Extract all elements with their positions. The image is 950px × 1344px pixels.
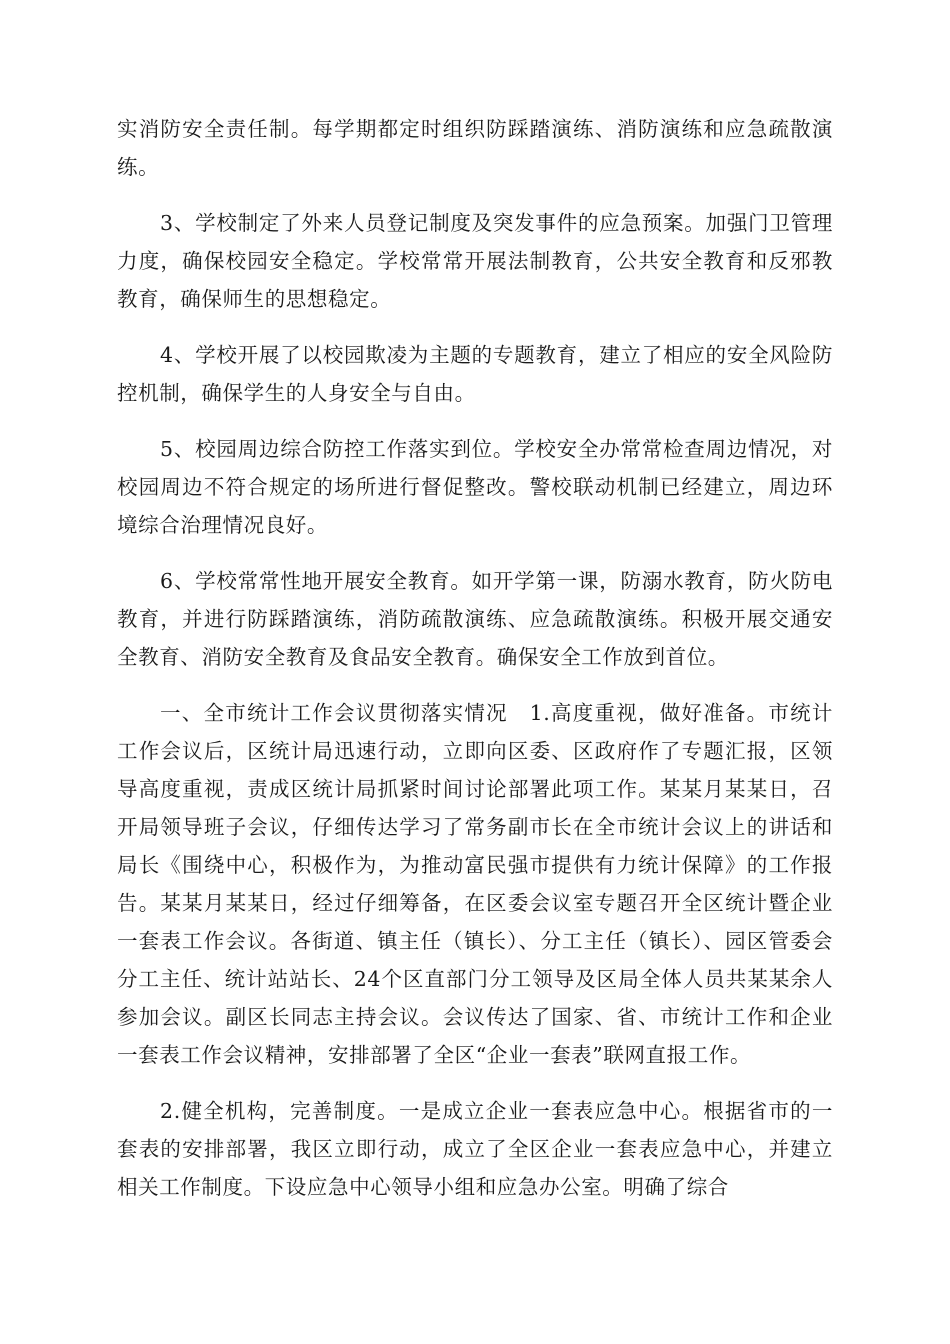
paragraph-item-5: 5、校园周边综合防控工作落实到位。学校安全办常常检查周边情况，对校园周边不符合规定的场所进行督促整改。警校联动机制已经建立，周边环境综合治理情况良好。 <box>117 437 833 537</box>
paragraph-continuation: 实消防安全责任制。每学期都定时组织防踩踏演练、消防演练和应急疏散演练。 <box>117 117 833 179</box>
paragraph-item-4: 4、学校开展了以校园欺凌为主题的专题教育，建立了相应的安全风险防控机制，确保学生的人身安全与自由。 <box>117 343 833 405</box>
document-body <box>117 110 833 1224</box>
paragraph-statistics-meeting: 一、全市统计工作会议贯彻落实情况 1.高度重视，做好准备。市统计工作会议后，区统计局迅速行动，立即向区委、区政府作了专题汇报，区领导高度重视，责成区统计局抓紧时间讨论部署此项工作。某某月某某日，召开局领导班子会议，仔细传达学习了常务副市长在全市统计会议上的讲话和局长《围绕中心，积极作为，为推动富民强市提供有力统计保障》的工作报告。某某月某某日，经过仔细筹备，在区委会议室专题召开全区统计暨企业一套表工作会议。各街道、镇主任（镇长）、分工主任（镇长）、园区管委会分工主任、统计站站长、24个区直部门分工领导及区局全体人员共某某余人参加会议。副区长同志主持会议。会议传达了国家、省、市统计工作和企业一套表工作会议精神，安排部署了全区“企业一套表”联网直报工作。 <box>117 701 833 1067</box>
paragraph-item-3: 3、学校制定了外来人员登记制度及突发事件的应急预案。加强门卫管理力度，确保校园安全稳定。学校常常开展法制教育，公共安全教育和反邪教教育，确保师生的思想稳定。 <box>117 211 833 311</box>
paragraph-institutions: 2.健全机构，完善制度。一是成立企业一套表应急中心。根据省市的一套表的安排部署，我区立即行动，成立了全区企业一套表应急中心，并建立相关工作制度。下设应急中心领导小组和应急办公室。明确了综合 <box>117 1099 833 1199</box>
paragraph-item-6: 6、学校常常性地开展安全教育。如开学第一课，防溺水教育，防火防电教育，并进行防踩踏演练，消防疏散演练、应急疏散演练。积极开展交通安全教育、消防安全教育及食品安全教育。确保安全工作放到首位。 <box>117 569 833 669</box>
